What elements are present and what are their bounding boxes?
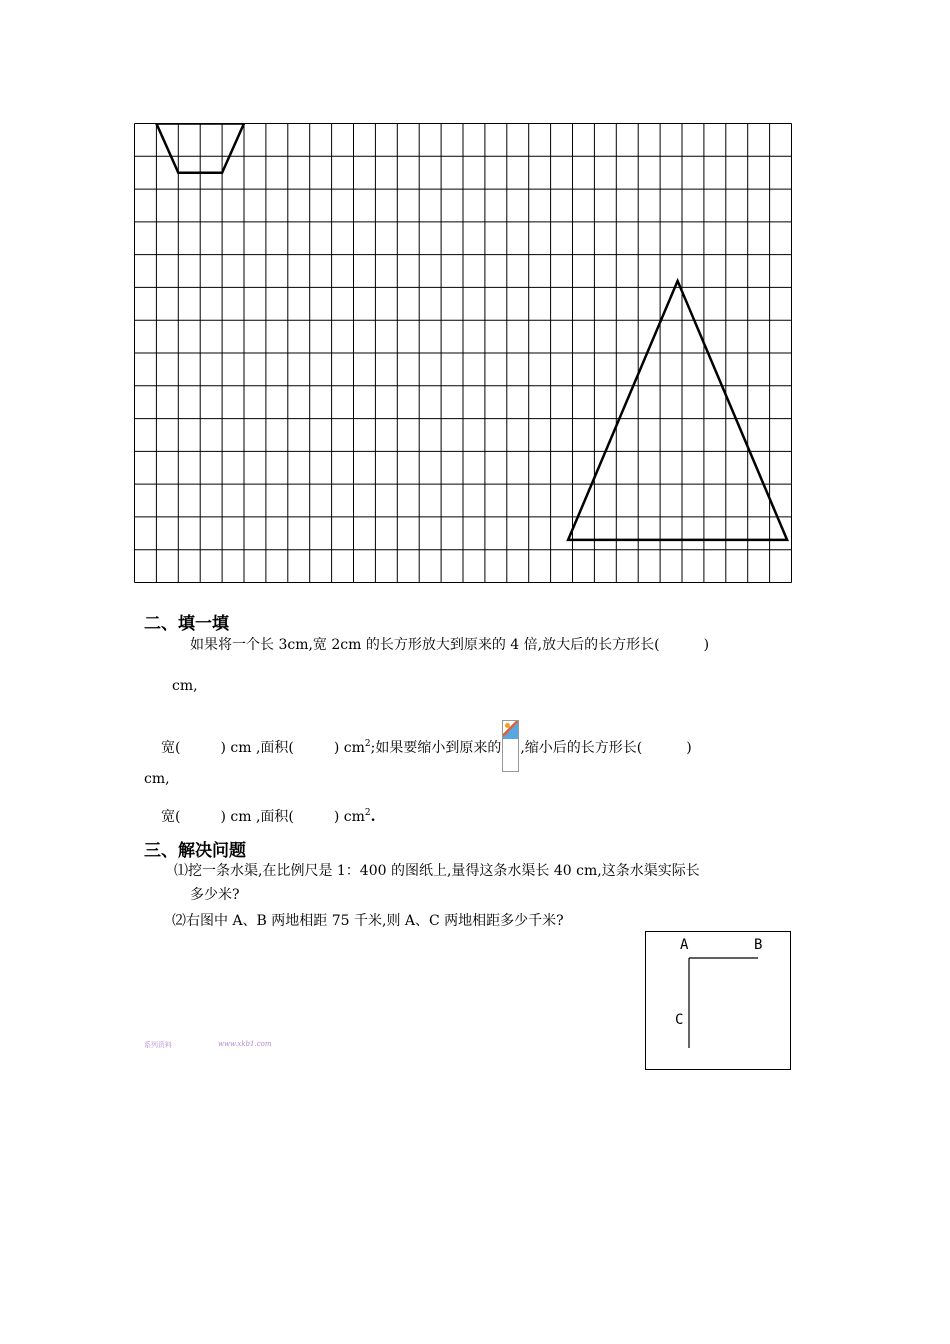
line5-width-close: ) cm ,面积( — [220, 809, 294, 825]
line3-superscript: 2 — [364, 739, 371, 749]
section2-line5 — [161, 804, 376, 826]
line1-text: 如果将一个长 3cm,宽 2cm 的长方形放大到原来的 4 倍,放大后的长方形长( — [190, 637, 660, 653]
abc-diagram — [645, 931, 791, 1070]
section2-line2: cm, — [172, 678, 198, 694]
line3-width-open: 宽( — [161, 740, 181, 756]
question2-text: ⑵右图中 A、B 两地相距 75 千米,则 A、C 两地相距多少千米? — [172, 913, 564, 929]
watermark-right: www.xkb1.com — [218, 1040, 272, 1048]
point-a-label: A — [680, 937, 689, 953]
fraction-image — [502, 720, 519, 772]
section2-line3 — [161, 722, 692, 774]
watermark-left: 系列资料 — [144, 1041, 172, 1049]
line3-shrink-text: ;如果要缩小到原来的 — [370, 740, 502, 756]
line5-width-open: 宽( — [161, 809, 181, 825]
line3-close: ) — [686, 740, 692, 756]
line5-superscript: 2 — [364, 808, 371, 818]
grid-lines — [135, 124, 792, 583]
question1-line1: ⑴挖一条水渠,在比例尺是 1：400 的图纸上,量得这条水渠长 40 cm,这条水渠实际长 — [174, 863, 700, 879]
abc-lines — [646, 932, 790, 1069]
line5-period: . — [370, 809, 376, 825]
question1-line2: 多少米? — [190, 887, 240, 903]
point-b-label: B — [754, 937, 763, 953]
section2-heading: 二、填一填 — [144, 614, 229, 634]
section2-line4: cm, — [144, 771, 170, 787]
line3-width-close: ) cm ,面积( — [220, 740, 294, 756]
point-c-label: C — [675, 1012, 684, 1028]
section3-heading: 三、解决问题 — [144, 841, 246, 861]
section2-line1 — [190, 636, 709, 654]
line5-area-unit: ) cm — [333, 809, 365, 825]
grid-figure — [134, 123, 792, 583]
line3-shrink-length: ,缩小后的长方形长( — [520, 740, 643, 756]
line1-close: ) — [703, 637, 710, 653]
line3-area-unit: ) cm — [333, 740, 365, 756]
